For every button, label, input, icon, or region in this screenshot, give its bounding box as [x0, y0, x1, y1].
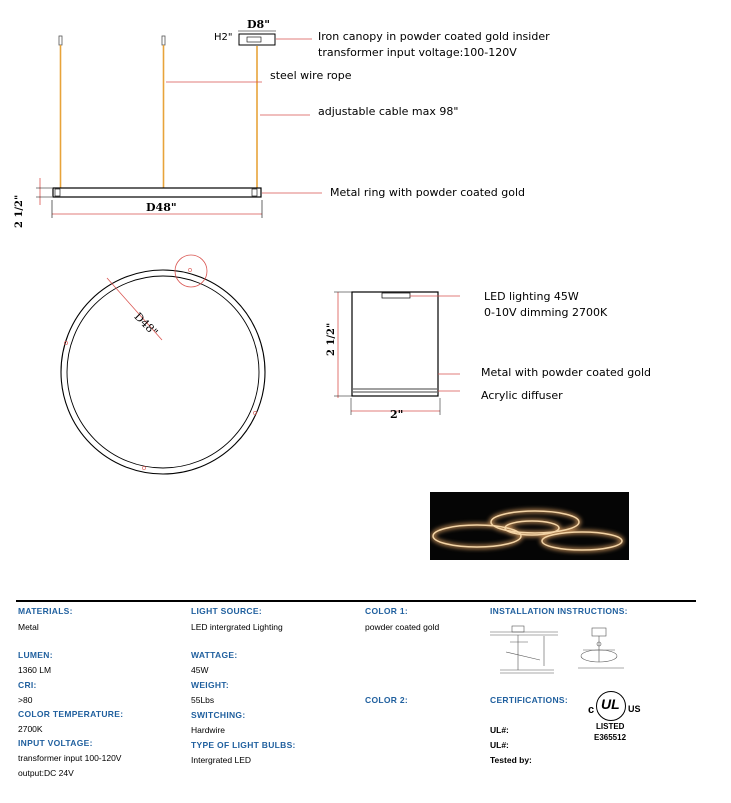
lumen-value: 1360 LM — [18, 665, 52, 675]
color-1-label: COLOR 1: — [365, 606, 409, 616]
ul-c-mark: c — [588, 704, 595, 716]
light-bulbs-label: TYPE OF LIGHT BULBS: — [191, 740, 296, 750]
plan-diameter-dimension: D48" — [131, 310, 161, 339]
light-source-label: LIGHT SOURCE: — [191, 606, 262, 616]
diffuser-callout: Acrylic diffuser — [481, 389, 563, 402]
ul-listed-logo — [582, 682, 642, 742]
ring-height-dimension: 2 1/2" — [14, 194, 25, 228]
lumen-label: LUMEN: — [18, 650, 53, 660]
plan-view-drawing — [50, 248, 280, 488]
section-width-dimension: 2" — [390, 408, 404, 421]
ul-us-mark: US — [628, 704, 641, 714]
color-temperature-value: 2700K — [18, 724, 43, 734]
metal-callout: Metal with powder coated gold — [481, 366, 652, 379]
cri-value: >80 — [18, 695, 33, 705]
input-voltage-label: INPUT VOLTAGE: — [18, 738, 93, 748]
led-callout-line2: 0-10V dimming 2700K — [484, 306, 608, 319]
canopy-width-dimension: D8" — [247, 18, 270, 31]
materials-value: Metal — [18, 622, 39, 632]
wattage-label: WATTAGE: — [191, 650, 238, 660]
weight-value: 55Lbs — [191, 695, 215, 705]
ul-file-number: E365512 — [594, 733, 627, 742]
cable-callout: adjustable cable max 98" — [318, 105, 459, 118]
ring-callout: Metal ring with powder coated gold — [330, 186, 526, 199]
canopy-height-dimension: H2" — [214, 32, 233, 43]
ul-number-label-2: UL#: — [490, 740, 509, 750]
color-2-label: COLOR 2: — [365, 695, 409, 705]
tested-by-label: Tested by: — [490, 755, 532, 765]
canopy-callout-line2: transformer input voltage:100-120V — [318, 46, 517, 59]
ul-listed-text: LISTED — [596, 722, 625, 731]
light-source-value: LED intergrated Lighting — [191, 622, 283, 632]
input-voltage-value-1: transformer input 100-120V — [18, 753, 122, 763]
wattage-value: 45W — [191, 665, 209, 675]
installation-diagram — [488, 622, 648, 682]
ring-diameter-dimension: D48" — [146, 201, 177, 214]
weight-label: WEIGHT: — [191, 680, 229, 690]
canopy-callout-line1: Iron canopy in powder coated gold insider — [318, 30, 550, 43]
ul-number-label-1: UL#: — [490, 725, 509, 735]
input-voltage-value-2: output:DC 24V — [18, 768, 74, 778]
color-temperature-label: COLOR TEMPERATURE: — [18, 709, 124, 719]
installation-label: INSTALLATION INSTRUCTIONS: — [490, 606, 628, 616]
switching-label: SWITCHING: — [191, 710, 246, 720]
section-height-dimension: 2 1/2" — [326, 322, 337, 356]
materials-label: MATERIALS: — [18, 606, 73, 616]
light-bulbs-value: Intergrated LED — [191, 755, 252, 765]
led-callout-line1: LED lighting 45W — [484, 290, 579, 303]
wire-callout: steel wire rope — [270, 69, 352, 82]
switching-value: Hardwire — [191, 725, 226, 735]
spec-table-divider — [16, 600, 696, 602]
cri-label: CRI: — [18, 680, 37, 690]
certifications-label: CERTIFICATIONS: — [490, 695, 569, 705]
ul-letters: UL — [601, 696, 620, 712]
color-1-value: powder coated gold — [365, 622, 440, 632]
product-photo — [430, 492, 629, 560]
